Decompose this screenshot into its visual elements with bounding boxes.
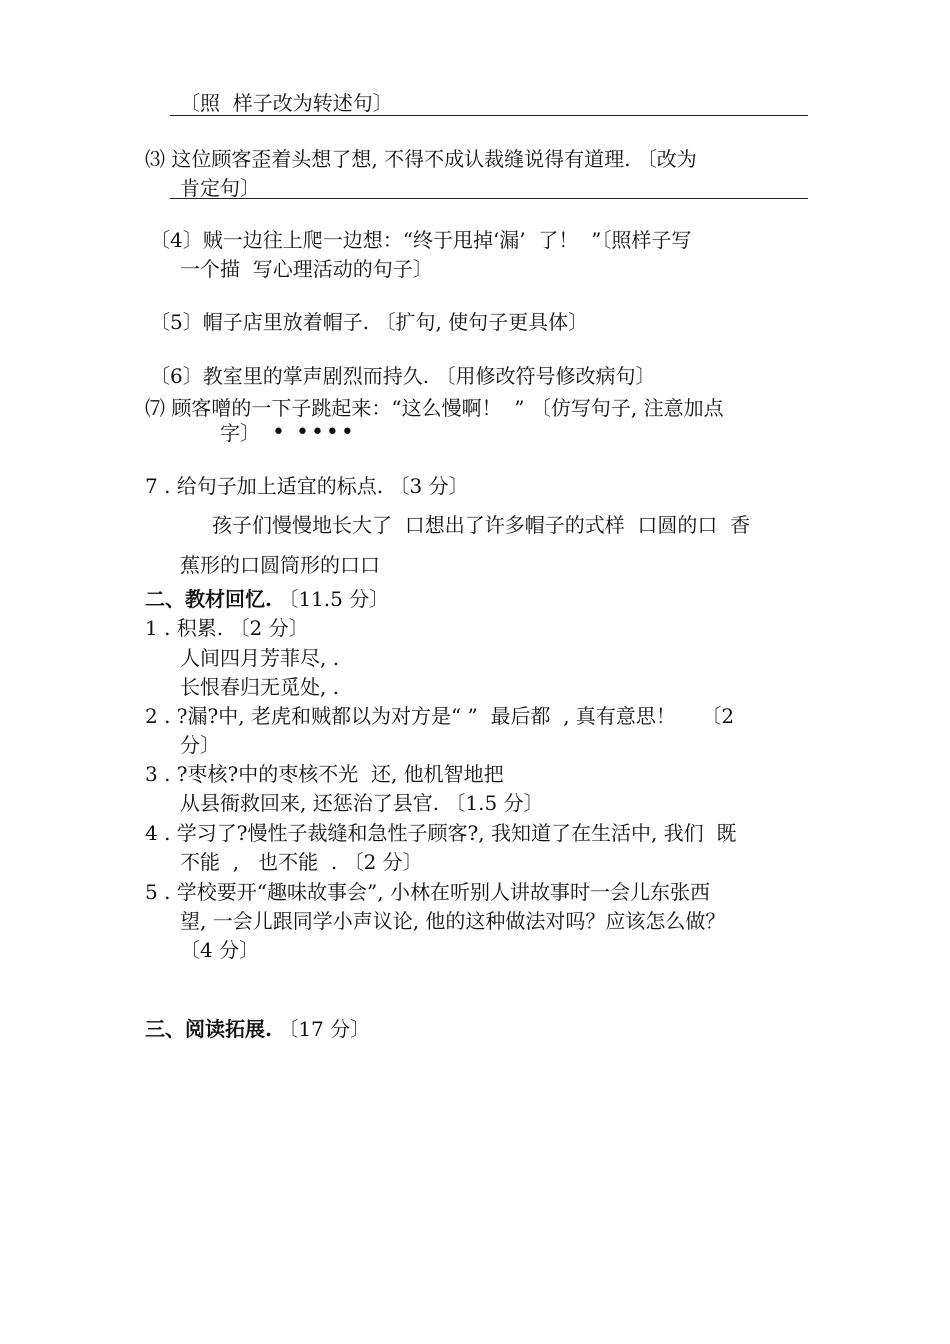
question-4: 4 . 学习了?慢性子裁缝和急性子顾客?, 我知道了在生活中, 我们 既 (145, 821, 737, 845)
exercise-6: 〔6〕教室里的掌声剧烈而持久. 〔用修改符号修改病句〕 (150, 364, 656, 388)
section-2-score: 〔11.5 分〕 (271, 587, 390, 611)
section-2-heading (145, 586, 389, 612)
punctuation-sentence: 孩子们慢慢地长大了 口想出了许多帽子的式样 口圆的口 香 (212, 513, 751, 537)
exercise-3-continued: 肯定句〕 (180, 176, 260, 200)
poem-line-2: 长恨春归无觅处, . (180, 675, 340, 699)
poem-line-1: 人间四月芳菲尽, . (180, 646, 340, 670)
exercise-5: 〔5〕帽子店里放着帽子. 〔扩句, 使句子更具体〕 (150, 310, 589, 334)
section-2-title: 二、教材回忆. (145, 587, 272, 611)
exercise-7: ⑺ 顾客噌的一下子跳起来：“这么慢啊！ ” 〔仿写句子, 注意加点 (145, 396, 724, 420)
question-5-continued: 望, 一会儿跟同学小声议论, 他的这种做法对吗？应该怎么做？ (180, 909, 726, 933)
question-1: 1 . 积累. 〔2 分〕 (145, 616, 309, 640)
answer-line (170, 115, 808, 116)
exercise-3: ⑶ 这位顾客歪着头想了想, 不得不成认裁缝说得有道理. 〔改为 (145, 147, 697, 171)
question-2-continued: 分〕 (180, 733, 220, 757)
section-3-score: 〔17 分〕 (271, 1017, 371, 1041)
question-5-score: 〔4 分〕 (180, 938, 260, 962)
exercise-4-continued: 一个描 写心理活动的句子〕 (180, 257, 433, 281)
section-3-heading (145, 1016, 370, 1042)
exercise-7-continued: 字〕 (220, 421, 260, 445)
question-3-continued: 从县衙救回来, 还惩治了县官. 〔1.5 分〕 (180, 791, 544, 815)
answer-line (170, 198, 808, 199)
section-3-title: 三、阅读拓展. (145, 1017, 272, 1041)
question-3: 3 . ?枣核?中的枣核不光 还, 他机智地把 (145, 762, 504, 786)
question-5: 5 . 学校要开“趣味故事会”, 小林在听别人讲故事时一会儿东张西 (145, 880, 710, 904)
question-2: 2 . ?漏?中, 老虎和贼都以为对方是“ ” 最后都 , 真有意思！ 〔2 (145, 704, 735, 728)
exercise-4: 〔4〕贼一边往上爬一边想：“终于甩掉‘漏’ 了！ ”〔照样子写 (150, 228, 692, 252)
instruction-line: 〔照 样子改为转述句〕 (180, 91, 393, 115)
punctuation-sentence-continued: 蕉形的口圆筒形的口口 (180, 553, 380, 577)
emphasis-dots: • •••• (272, 420, 356, 445)
question-7: 7 . 给句子加上适宜的标点. 〔3 分〕 (145, 474, 469, 498)
question-4-continued: 不能 , 也不能 . 〔2 分〕 (180, 850, 423, 874)
